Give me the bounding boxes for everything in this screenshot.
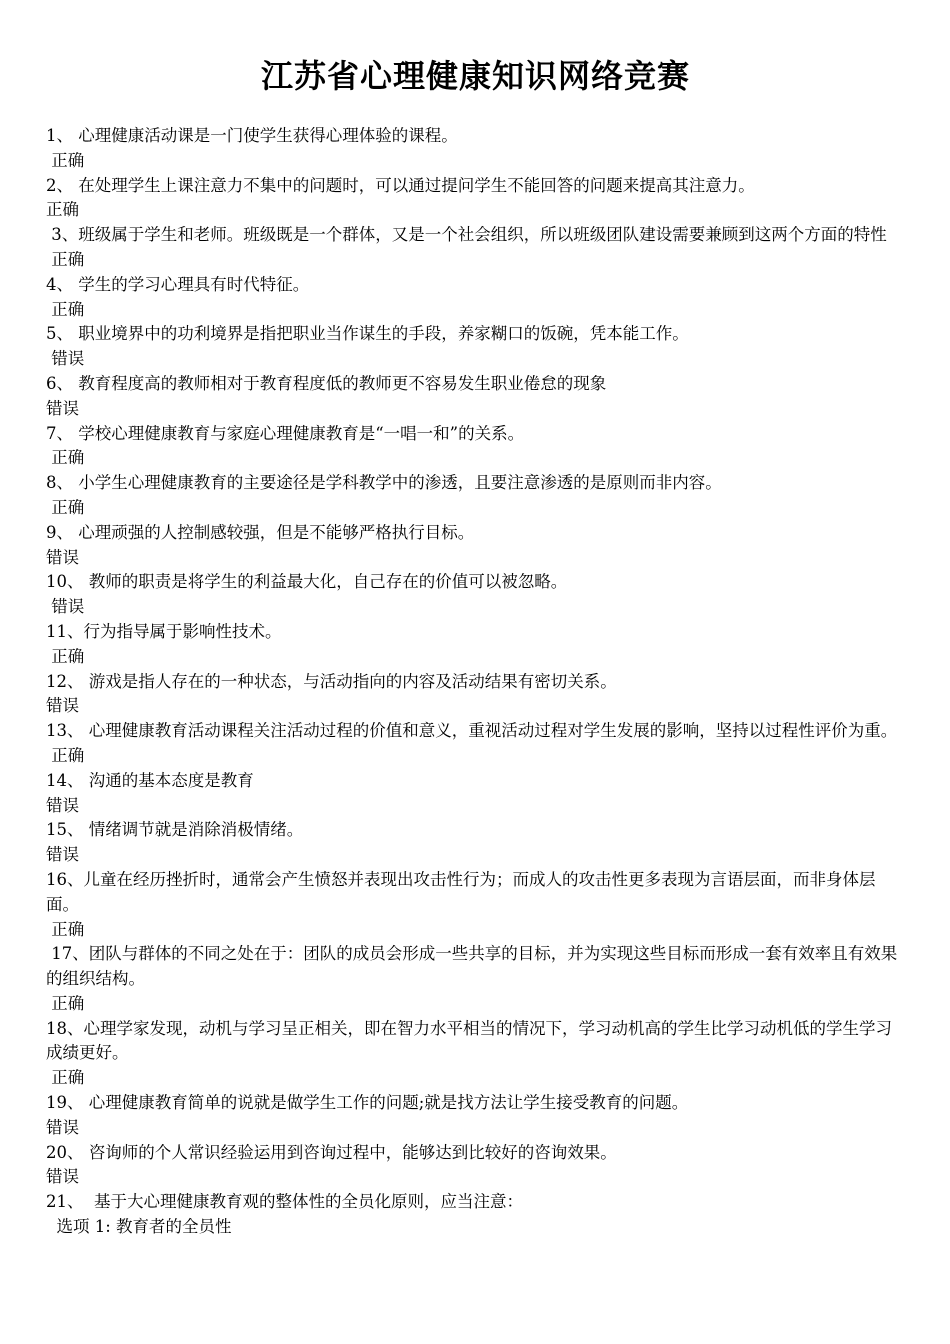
answer-text: 错误 — [46, 547, 79, 567]
answer-text: 错误 — [46, 1167, 79, 1187]
document-title: 江苏省心理健康知识网络竞赛 — [260, 57, 690, 95]
answer-text: 正确 — [46, 150, 85, 170]
answer-text: 正确 — [46, 745, 85, 765]
question-text: 15、 情绪调节就是消除消极情绪。 — [46, 820, 304, 840]
answer-text: 正确 — [46, 919, 85, 939]
answer-text: 错误 — [46, 349, 85, 369]
question-text: 9、 心理顽强的人控制感较强，但是不能够严格执行目标。 — [46, 522, 475, 542]
answer-text: 正确 — [46, 448, 85, 468]
answer-text: 正确 — [46, 497, 85, 517]
answer-text: 正确 — [46, 1068, 85, 1088]
question-text: 12、 游戏是指人存在的一种状态，与活动指向的内容及活动结果有密切关系。 — [46, 671, 617, 691]
question-text: 21、 基于大心理健康教育观的整体性的全员化原则，应当注意： — [46, 1192, 523, 1212]
question-text: 10、 教师的职责是将学生的利益最大化，自己存在的价值可以被忽略。 — [46, 572, 568, 592]
question-text: 17、团队与群体的不同之处在于：团队的成员会形成一些共享的目标，并为实现这些目标而形成一套有效率且有效果的组织结构。 — [46, 944, 898, 989]
question-text: 7、 学校心理健康教育与家庭心理健康教育是“一唱一和”的关系。 — [46, 423, 525, 443]
question-text: 20、 咨询师的个人常识经验运用到咨询过程中，能够达到比较好的咨询效果。 — [46, 1142, 617, 1162]
answer-text: 正确 — [46, 993, 85, 1013]
answer-text: 错误 — [46, 845, 79, 865]
question-text: 6、 教育程度高的教师相对于教育程度低的教师更不容易发生职业倦怠的现象 — [46, 373, 607, 393]
answer-text: 正确 — [46, 249, 85, 269]
question-text: 5、 职业境界中的功利境界是指把职业当作谋生的手段，养家糊口的饭碗，凭本能工作。 — [46, 324, 689, 344]
answer-text: 正确 — [46, 646, 85, 666]
question-text: 14、 沟通的基本态度是教育 — [46, 770, 254, 790]
question-text: 11、行为指导属于影响性技术。 — [46, 621, 282, 641]
answer-text: 选项 1: 教育者的全员性 — [46, 1217, 232, 1237]
question-text: 19、 心理健康教育简单的说就是做学生工作的问题;就是找方法让学生接受教育的问题。 — [46, 1093, 689, 1113]
question-text: 2、 在处理学生上课注意力不集中的问题时，可以通过提问学生不能回答的问题来提高其注意力。 — [46, 175, 755, 195]
answer-text: 错误 — [46, 696, 79, 716]
answer-text: 错误 — [46, 597, 85, 617]
answer-text: 错误 — [46, 795, 79, 815]
question-text: 1、 心理健康活动课是一门使学生获得心理体验的课程。 — [46, 126, 458, 145]
answer-text: 正确 — [46, 200, 79, 220]
answer-text: 错误 — [46, 398, 79, 418]
question-text: 18、心理学家发现，动机与学习呈正相关，即在智力水平相当的情况下，学习动机高的学生比学习动机低的学生学习成绩更好。 — [46, 1018, 892, 1063]
question-text: 16、儿童在经历挫折时，通常会产生愤怒并表现出攻击性行为；而成人的攻击性更多表现为言语层面，而非身体层面。 — [46, 869, 876, 914]
question-list — [46, 124, 905, 1240]
question-text: 13、 心理健康教育活动课程关注活动过程的价值和意义，重视活动过程对学生发展的影响，坚持以过程性评价为重。 — [46, 721, 898, 741]
question-text: 8、 小学生心理健康教育的主要途径是学科教学中的渗透，且要注意渗透的是原则而非内容。 — [46, 473, 722, 493]
answer-text: 正确 — [46, 299, 85, 319]
question-text: 3、班级属于学生和老师。班级既是一个群体，又是一个社会组织，所以班级团队建设需要兼顾到这两个方面的特性 — [46, 225, 887, 245]
answer-text: 错误 — [46, 1117, 79, 1137]
question-text: 4、 学生的学习心理具有时代特征。 — [46, 274, 310, 294]
